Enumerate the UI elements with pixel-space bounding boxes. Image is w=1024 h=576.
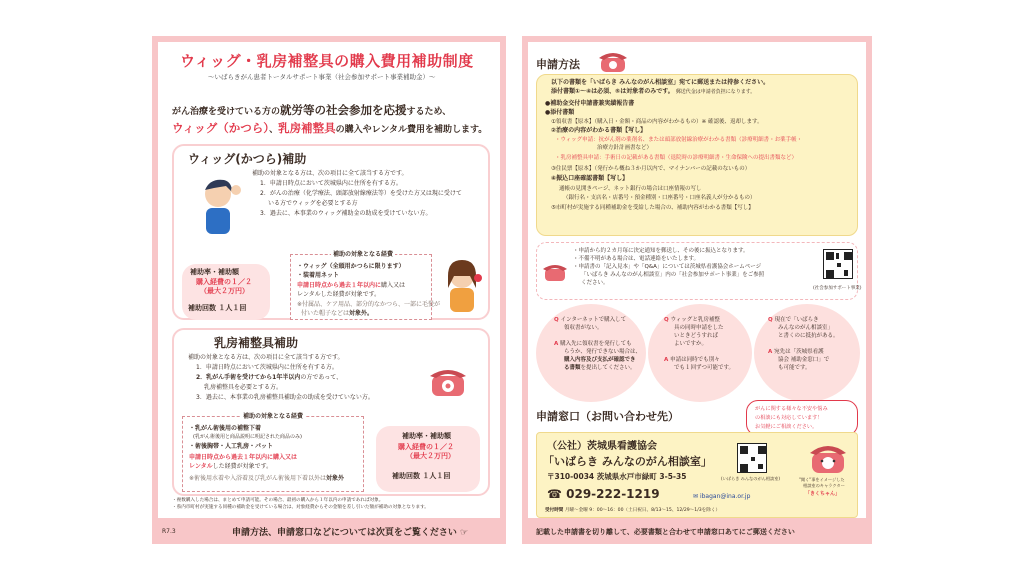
doc-list-item: 通帳の見開きページ、ネット銀行の場合は口座情報の写し [559, 186, 702, 192]
expense-period [297, 282, 405, 290]
expense-item: ・乳がん術後用の補整下着 [189, 425, 262, 432]
doc-list-item: ・乳房補整具申請：手術日の記載がある書類（退院時の診療明細書・生命保険への提出書類など） [555, 155, 798, 161]
rate-max: （最大２万円） [200, 287, 249, 295]
lead-emphasis-breast: 乳房補整具 [278, 121, 336, 135]
qa-answer-tail: を提出してください。 [580, 365, 636, 371]
process-note: ・申請から約２カ月毎に決定通知を郵送し、その後に振込となります。 [573, 248, 749, 254]
rate-label: 補助率・補助額 [402, 432, 451, 440]
expense-note [301, 310, 373, 318]
mail-icon: ✉ [693, 493, 700, 500]
qa-question-text: ウィッグと乳房補整 [670, 317, 720, 323]
telephone-icon [598, 48, 628, 74]
qa-answer-text: も可能です。 [778, 365, 811, 371]
a-marker: A [768, 349, 775, 355]
expenses-heading: 補助の対象となる経費 [333, 251, 394, 258]
expense-period-emph: レンタル [189, 463, 213, 470]
doc-list-item: ①領収書【原本】（購入日・金額・商品の内容がわかるもの）※ 確認後、返却します。 [551, 119, 763, 125]
wig-woman-illustration [440, 256, 486, 314]
qa-answer-text: 購入内容及び支払が確認でき [564, 357, 636, 363]
right-page-content [528, 42, 866, 518]
org-name: （公社）茨城県看護協会 [547, 441, 657, 452]
hours [545, 507, 720, 515]
expense-note [189, 475, 344, 483]
office-name: 「いばらき みんなのがん相談室」 [543, 455, 712, 468]
mascot-name: 「きくちゃん」 [805, 491, 841, 497]
qa-question-text: みんなのがん相談室」 [778, 325, 834, 331]
process-note: 「いばらき みんなのがん相談室」内の「社会参加サポート事業」をご参照 [581, 272, 765, 278]
rate-value: 購入経費の１／２ [196, 278, 252, 286]
doc-list-item: ・ウィッグ申請：抗がん剤の薬剤名、または頭部放射線治療がわかる書類（診療明細書・お薬手帳・ [555, 137, 803, 143]
qa-answer-text [564, 364, 636, 372]
qa-circle-3 [754, 304, 860, 402]
address: 〒310-0034 茨城県水戸市緑町 3-5-35 [547, 472, 687, 481]
qa-answer-text: 申請は同時でも別々 [670, 357, 720, 363]
qa-question-text: と書くのに抵抗がある。 [778, 333, 839, 339]
expense-item: ・術後胸帯・人工乳房・パット [189, 443, 274, 450]
qa-question-text: いときどうすれば [674, 333, 719, 339]
bubble-text: がんに関する様々な不安や悩み [755, 406, 828, 412]
attachments-note [551, 88, 755, 96]
application-steps-box [536, 74, 858, 236]
lead-text: がん治療を受けている方の [172, 107, 281, 117]
pointing-hand-icon: ☞ [459, 528, 469, 538]
email-link[interactable] [693, 493, 750, 501]
phone-number[interactable]: ☎ 029-222-1219 [547, 487, 660, 501]
email-address: ibagan@ina.or.jp [699, 493, 751, 500]
wig-eligibility: いる方でウィッグを必要とする方 [268, 200, 358, 207]
breast-eligibility-text: の方であって、 [300, 374, 343, 381]
doc-list-item: ⑤市町村が実施する同種補助金を受給した場合の、補助内容がわかる書類【写し】 [551, 205, 754, 211]
doc-list-item: ③住民票【原本】（発行から概ね３か月以内で、マイナンバーの記載のないもの） [551, 166, 751, 172]
expense-period-text: 購入又は [381, 282, 406, 289]
lead-text: するため、 [406, 107, 452, 117]
left-page-content [158, 42, 500, 518]
contact-heading: 申請窓口（お問い合わせ先） [536, 410, 679, 423]
q-marker: Q [554, 317, 561, 323]
qr-label: (いばらき みんなのがん相談室) [721, 476, 781, 481]
qr-code-consult[interactable] [737, 443, 767, 473]
left-footer-text: 申請方法、申請窓口などについては次頁をご覧ください [232, 528, 457, 538]
q-marker: Q [664, 317, 671, 323]
expense-note-emph: 対象外 [326, 475, 345, 482]
note-1: ・複数購入した場合は、まとめて申請可能。その場合、最初の購入から１年以内の申請であれば対象。 [172, 498, 384, 503]
expense-note: ※付属品、ケア用品、部分的なかつら、一部に毛髪が [297, 301, 441, 308]
lead-emphasis: 就労等の社会参加を応援 [280, 103, 407, 117]
qr-code-support[interactable] [823, 249, 853, 279]
mascot-caption: 相談室のキャラクター [803, 483, 845, 488]
footer-code: R7.3 [162, 528, 176, 535]
expense-period [189, 463, 272, 471]
qa-question-text: 領収書がない。 [564, 325, 603, 331]
expense-period: レンタルした経費が対象です。 [297, 291, 381, 298]
expense-note-text: 付いた帽子などは [301, 310, 350, 317]
patient-illustration [196, 176, 246, 238]
attachments-note-text: 郵送代金は申請者負担になります。 [675, 89, 756, 95]
a-marker: A [554, 341, 561, 347]
breast-eligibility: 乳房補整具を必要とする方。 [204, 384, 283, 391]
qa-answer-text: 購入先に領収書を発行しても [560, 341, 632, 347]
left-page [152, 36, 506, 544]
rate-count: 補助回数 １人１回 [392, 472, 451, 480]
process-note: ・申請書の「記入見本」や「Q&A」については茨城県看護協会ホームページ [573, 264, 762, 270]
breast-eligibility: 1．申請日時点において茨城県内に住所を有する方。 [196, 364, 338, 371]
page-title: ウィッグ・乳房補整具の購入費用補助制度 [180, 52, 474, 70]
breast-rate-box [376, 426, 480, 492]
lead-line-1 [172, 102, 451, 118]
page-subtitle: ～いばらきがん患者トータルサポート事業（社会参加サポート事業補助金）～ [208, 73, 436, 81]
telephone-illustration [428, 364, 468, 398]
breast-eligibility-emph: 2．乳がん手術を受けてから1年半以内 [196, 374, 301, 381]
mascot-kikuchan [809, 439, 847, 475]
doc-list-item: （銀行名・支店名・店番号・預金種別・口座番号・口座名義人が分かるもの） [563, 195, 756, 201]
wig-rate-box [182, 264, 270, 320]
qa-answer-text: らうか、発行できない場合は、 [564, 349, 642, 355]
mascot-caption: "聞く"事をイメージした [799, 477, 845, 482]
qa-answer-emph: る書類 [564, 365, 581, 371]
expense-note-emph: 対象外。 [349, 310, 374, 317]
a-marker: A [664, 357, 671, 363]
expense-period-text: した経費が対象です。 [212, 463, 273, 470]
note-2: ・県内市町村が実施する同種の補助金を受けている場合は、対象経費からその金額を差し引いた額が補助の対象となります。 [172, 505, 429, 510]
breast-eligibility [196, 374, 342, 382]
rate-value: 購入経費の１／２ [398, 443, 454, 451]
hours-label: 受付時間 [545, 508, 564, 513]
breast-section [172, 328, 490, 496]
apply-heading: 申請方法 [536, 58, 580, 71]
lead-text: の購入やレンタル費用を補助します。 [335, 125, 488, 135]
rate-label: 補助率・補助額 [190, 268, 239, 276]
expenses-heading: 補助の対象となる経費 [243, 413, 304, 420]
bubble-text: の相談にも対応しています！ [755, 415, 823, 421]
bubble-text: お気軽にご相談ください。 [755, 424, 818, 430]
qa-question-text: 現在で「いばらき [774, 317, 819, 323]
breast-heading: 乳房補整具補助 [214, 336, 299, 350]
expense-period-emph: 申請日時点から過去１年以内に [297, 282, 382, 289]
qa-circle-2 [648, 304, 752, 402]
wig-heading: ウィッグ(かつら)補助 [188, 152, 307, 166]
wig-section [172, 144, 490, 320]
lead-line-2 [172, 120, 487, 136]
left-footer [232, 525, 468, 538]
qa-question-text: インターネットで購入して [560, 317, 627, 323]
right-page [522, 36, 872, 544]
lead-text: 、 [269, 125, 279, 135]
breast-eligibility: 3．過去に、本事業の乳房補整具補助金の助成を受けていない方。 [196, 394, 374, 401]
doc-list-item: ④振込口座確認書類【写し】 [551, 175, 629, 182]
expense-item-note: (乳がん術後用と商品説明に明記された商品のみ) [193, 434, 302, 440]
wig-eligibility: 補助の対象となる方は、次の項目に全て該当する方です。 [252, 170, 408, 177]
expense-note-text: ※術後用水着や入浴着及び乳がん術後用下着以外は [189, 475, 327, 482]
wig-eligibility: 2．がんの治療（化学療法、頭部放射線療法等）を受けた方又は現に受けて [260, 190, 462, 197]
breast-eligibility: 補助の対象となる方は、次の項目に全て該当する方です。 [188, 354, 344, 361]
doc-list-item: ②治療の内容がわかる書類【写し】 [551, 127, 647, 134]
qr-label: (社会参加サポート事業) [813, 286, 862, 291]
hours-text: 月曜～金曜 9：00～16：00（土日祝日、8/13～15、12/29～1/3を除く） [564, 508, 721, 513]
qa-question-text: よいですか。 [674, 341, 708, 347]
rate-count: 補助回数 １人１回 [188, 304, 247, 312]
breast-expenses-box [182, 413, 364, 492]
expense-item: ・装着用ネット [297, 272, 340, 279]
process-note: ・不備不明がある場合は、電話連絡をいたします。 [573, 256, 700, 262]
wig-eligibility: 3．過去に、本事業のウィッグ補助金の助成を受けていない方。 [260, 210, 432, 217]
qa-answer-text: 協会 補助金窓口」で [778, 357, 830, 363]
attachments-note-emph: 添付書類①～④は必須、⑤は対象者のみです。 [551, 88, 674, 95]
qa-answer-text: でも１回ずつ可能です。 [674, 365, 735, 371]
qa-circle-1 [536, 304, 646, 402]
consult-bubble [746, 400, 858, 436]
wig-expenses-box [290, 251, 441, 320]
telephone-icon [543, 261, 567, 283]
qa-question-text: 具の同時申請をした [674, 325, 724, 331]
doc-list-item: 治療方針計画書など） [597, 145, 653, 151]
lead-emphasis-wig: ウィッグ（かつら） [172, 121, 270, 135]
submission-instruction: 以下の書類を「いばらき みんなのがん相談室」宛てに郵送または持参ください。 [551, 79, 770, 86]
process-note: ください。 [581, 280, 609, 286]
process-notes-box [536, 242, 862, 300]
wig-eligibility: 1．申請日時点において茨城県内に住所を有する方。 [260, 180, 402, 187]
q-marker: Q [768, 317, 775, 323]
qa-answer-text: 宛先は「茨城県看護 [774, 349, 824, 355]
doc-list-item: ●添付書類 [545, 109, 575, 116]
expense-item: ・ウィッグ（全頭用かつらに限ります） [297, 263, 405, 270]
expense-period: 申請日時点から過去１年以内に購入又は [189, 454, 298, 461]
doc-list-item: ●補助金交付申請書兼実績報告書 [545, 100, 635, 107]
rate-max: （最大２万円） [406, 452, 455, 460]
right-footer: 記載した申請書を切り離して、必要書類と合わせて申請窓口あてにご郵送ください [536, 528, 795, 536]
contact-box [536, 432, 858, 518]
